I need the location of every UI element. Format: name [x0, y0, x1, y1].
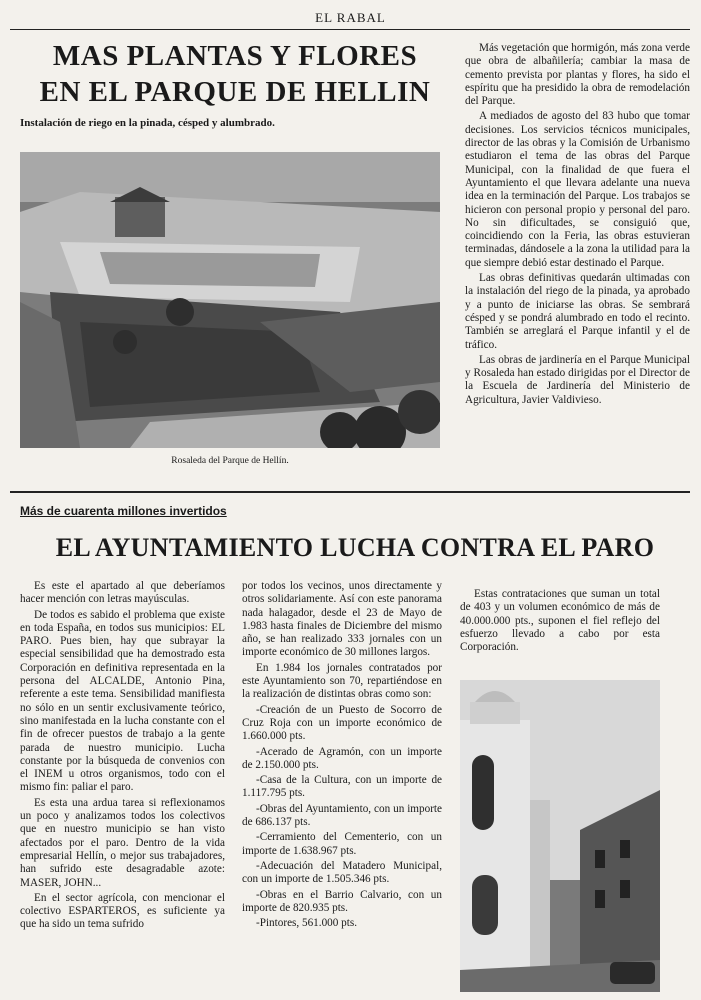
article2-paragraph: Es esta una ardua tarea si reflexionamos un poco y analizamos todos los colectivos que en nuestro municipio se han visto afectados por el paro. Dentro de la vida empresarial Hellín, o mejor sus trabajadores, han sufrido este desagradable azote: MASER, JOHN... — [20, 796, 225, 889]
works-list-item: -Adecuación del Matadero Municipal, con un importe de 1.505.346 pts. — [242, 859, 442, 886]
article1-paragraph: A mediados de agosto del 83 hubo que tomar decisiones. Los servicios técnicos municipales, director de las obras y la Comisión de Urbanismo estudiaron el tema de las obras del Parque Municipal, con la finalidad de que fuera el Ayuntamiento el que llevara adelante una nueva idea en la terminación del Parque. Los trabajos se hicieron con personal propio y personal del paro. No sin dificultades, se consiguió que, coincidiendo con la Feria, las obras estuvieran terminadas, dándosele a la zona la utilidad para la que siempre debió estar destinado el Parque. — [465, 110, 690, 269]
street-photo-illustration — [460, 680, 660, 992]
park-photo-illustration — [20, 152, 440, 448]
article2-column-1 — [20, 580, 225, 934]
article1-paragraph: Las obras de jardinería en el Parque Municipal y Rosaleda han estado dirigidas por el Director de la Escuela de Jardinería del Ministerio de Agricultura, Javier Valdivieso. — [465, 353, 690, 406]
article1-paragraph: Las obras definitivas quedarán ultimadas con la instalación del riego de la pinada, ya aprobado y a punto de iniciarse las obras. Se sembrará césped y se pondrá alumbrado en todo el recinto. También se arreglará el Parque infantil y el de tráfico. — [465, 272, 690, 351]
article1-paragraph: Más vegetación que hormigón, más zona verde que obra de albañilería; cambiar la masa de cemento prevista por plantas y flores, ha sido el espíritu que ha presidido la obra de remodelación del Parque. — [465, 42, 690, 108]
article1-subtitle: Instalación de riego en la pinada, césped y alumbrado. — [20, 117, 275, 129]
article2-paragraph: En el sector agrícola, con mencionar el colectivo ESPARTEROS, es suficiente ya que ha sido un tema sufrido — [20, 891, 225, 931]
works-list-item: -Obras en el Barrio Calvario, con un importe de 820.935 pts. — [242, 888, 442, 914]
article2-column-2 — [242, 580, 442, 932]
section-rule — [10, 491, 690, 493]
page-header: EL RABAL — [315, 10, 386, 25]
article2-paragraph: Estas contrataciones que suman un total de 403 y un volumen económico de más de 40.000.000 pts., suponen el fiel reflejo del esfuerzo llevado a cabo por esta Corporación. — [460, 588, 660, 654]
article1-title — [20, 38, 450, 110]
article2-paragraph: por todos los vecinos, unos directamente y otros solidariamente. Así con este panorama nada halagador, desde el 23 de Mayo de 1.983 hasta finales de Diciembre del mismo año, se han realizado 333 jornales con un importe económico de 30 millones largos. — [242, 580, 442, 659]
park-photo — [20, 152, 440, 448]
works-list-item: -Casa de la Cultura, con un importe de 1.117.795 pts. — [242, 774, 442, 800]
photo-caption: Rosaleda del Parque de Hellín. — [171, 456, 289, 466]
works-list-item: -Cerramiento del Cementerio, con un importe de 1.638.967 pts. — [242, 831, 442, 857]
header-rule — [10, 29, 690, 30]
works-list-item: -Creación de un Puesto de Socorro de Cruz Roja con un importe económico de 1.660.000 pts. — [242, 703, 442, 743]
article2-column-3 — [460, 588, 660, 656]
article2-paragraph: En 1.984 los jornales contratados por este Ayuntamiento son 70, repartiéndose en la realización de distintas obras como son: — [242, 661, 442, 701]
article1-title-line1: MAS PLANTAS Y FLORES — [52, 40, 418, 72]
article2-paragraph: Es este el apartado al que deberíamos hacer mención con letras mayúsculas. — [20, 580, 225, 606]
works-list-item: -Obras del Ayuntamiento, con un importe de 686.137 pts. — [242, 802, 442, 829]
works-list-item: -Acerado de Agramón, con un importe de 2.150.000 pts. — [242, 745, 442, 771]
article1-body — [465, 42, 690, 409]
article2-paragraph: De todos es sabido el problema que existe en toda España, en todos sus municipios: EL PARO. Pues bien, hay que subrayar la especial sensibilidad que ha demostrado esta Corporación en definitiva representada en la persona del ALCALDE, Antonio Pina, referente a este tema. Sensibilidad manifiesta no sólo en un sentir exclusivamente teórico, sino manifestada en la lucha constante con el fin de ofrecer puestos de trabajo a la gente parada de nuestro municipio. Lucha constante por la búsqueda de convenios con el INEM u otros organismos, todo con el mismo fin: paliar el paro. — [20, 608, 225, 794]
article2-kicker: Más de cuarenta millones invertidos — [20, 504, 227, 518]
article2-title: EL AYUNTAMIENTO LUCHA CONTRA EL PARO — [55, 533, 655, 562]
works-list-item: -Pintores, 561.000 pts. — [256, 917, 357, 930]
street-photo — [460, 680, 660, 992]
article1-title-line2: EN EL PARQUE DE HELLIN — [39, 76, 431, 108]
